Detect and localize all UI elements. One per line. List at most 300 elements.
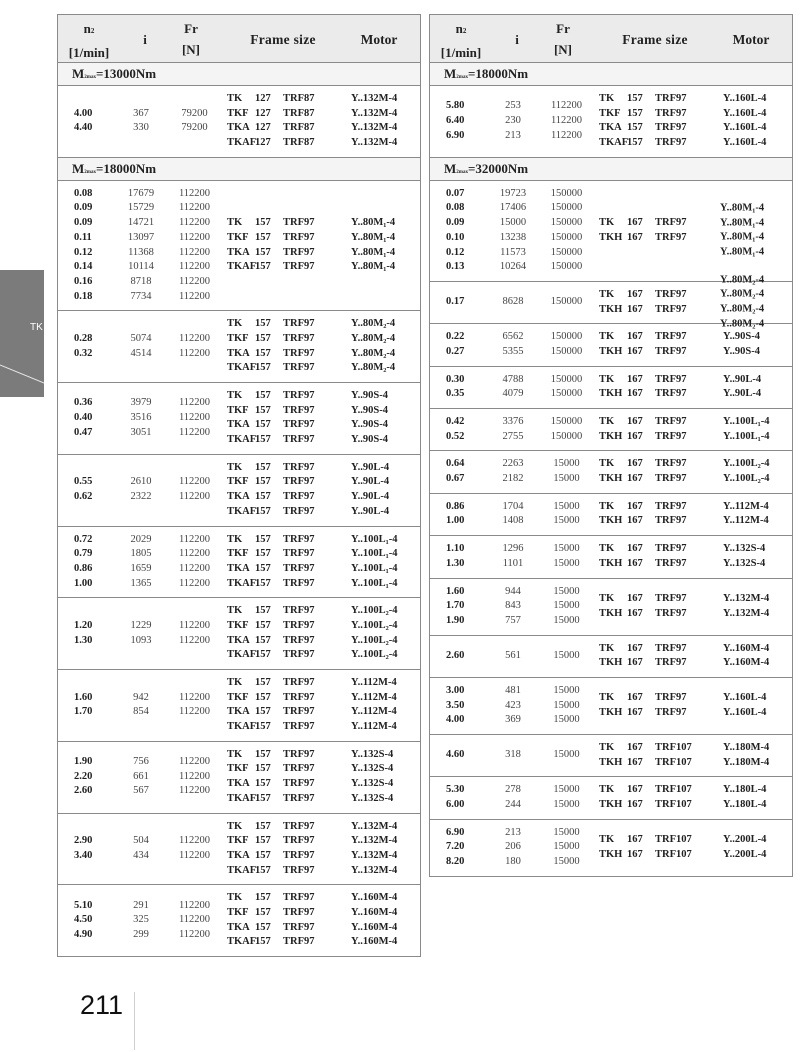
frame-row (223, 136, 433, 151)
output-speed: 0.09 (74, 202, 93, 214)
table-row (430, 614, 595, 629)
pre-stage-gear: TRF97 (283, 390, 315, 401)
radial-force: 112200 (178, 261, 211, 273)
output-speed: 3.50 (446, 699, 465, 711)
radial-force: 15000 (553, 826, 580, 838)
motor-type: Y..160M-4 (723, 642, 770, 654)
header-ratio: i (515, 32, 519, 47)
gear-ratio: 854 (133, 706, 149, 718)
radial-force: 112200 (178, 770, 211, 782)
radial-force: 112200 (178, 187, 211, 199)
frame-type: TKAF (227, 792, 257, 804)
radial-force: 150000 (550, 331, 583, 343)
output-speed: 5.80 (446, 100, 465, 112)
frame-type: TK (227, 390, 243, 401)
table-row (430, 373, 595, 388)
pre-stage-gear: TRF97 (283, 246, 315, 258)
gear-ratio: 1704 (502, 500, 524, 512)
frame-type: TK (227, 93, 243, 104)
motor-row (710, 273, 792, 288)
frame-size: 167 (627, 458, 643, 470)
frame-type: TKH (599, 706, 623, 718)
table-row (58, 533, 223, 548)
radial-force: 15000 (553, 714, 580, 726)
radial-force: 112200 (178, 619, 211, 631)
header-frame-size: Frame size (622, 32, 688, 47)
frame-size: 167 (627, 592, 643, 604)
frame-size: 167 (627, 607, 643, 619)
motor-type: Y..90L-4 (351, 491, 390, 503)
pre-stage-gear: TRF97 (283, 548, 315, 560)
pre-stage-gear: TRF97 (655, 706, 687, 718)
frame-row (223, 792, 433, 807)
frame-motor-list (595, 373, 800, 402)
pre-stage-gear: TRF97 (283, 533, 315, 545)
motor-type: Y..80M₁-4 (720, 202, 765, 214)
frame-type: TKF (227, 332, 249, 344)
rating-group (430, 274, 792, 330)
frame-type: TK (227, 533, 243, 545)
gear-ratio: 19723 (499, 187, 527, 199)
table-row (58, 347, 223, 362)
max-torque-subscript: 2max (84, 75, 96, 80)
motor-type: Y..112M-4 (723, 515, 769, 527)
frame-size: 157 (627, 107, 643, 119)
rating-group (430, 536, 792, 578)
frame-motor-list (595, 833, 800, 862)
frame-type: TK (599, 416, 615, 427)
radial-force: 112200 (550, 100, 583, 112)
speed-ratio-force-list (58, 619, 223, 648)
motor-type: Y..100L₂-4 (351, 619, 398, 631)
frame-type: TKA (227, 246, 250, 258)
pre-stage-gear: TRF97 (283, 231, 315, 243)
frame-type: TK (599, 834, 615, 846)
table-row (58, 755, 223, 770)
table-row (430, 201, 595, 216)
frame-size: 167 (627, 500, 643, 512)
gear-ratio: 206 (505, 841, 521, 853)
table-row (58, 332, 223, 347)
gear-ratio: 8628 (502, 296, 524, 308)
gear-ratio: 1229 (130, 619, 152, 631)
radial-force: 15000 (553, 473, 580, 485)
max-torque-value: =18000Nm (95, 160, 157, 176)
frame-row (223, 361, 433, 376)
table-row (58, 705, 223, 720)
frame-type: TKA (227, 122, 250, 134)
output-speed: 0.12 (446, 246, 465, 258)
frame-type: TKAF (227, 261, 257, 273)
table-row (58, 426, 223, 441)
radial-force: 150000 (550, 231, 583, 243)
gear-ratio: 757 (505, 614, 521, 626)
radial-force: 112200 (178, 548, 211, 560)
table-row (430, 260, 595, 275)
radial-force: 112200 (178, 491, 211, 503)
frame-row (223, 260, 433, 275)
table-row (430, 415, 595, 430)
frame-size: 157 (255, 491, 271, 503)
radial-force: 112200 (178, 347, 211, 359)
table-row (58, 899, 223, 914)
frame-row (595, 848, 800, 863)
header-motor: Motor (732, 32, 770, 47)
pre-stage-gear: TRF97 (283, 936, 315, 948)
frame-row (223, 604, 433, 619)
table-row (58, 121, 223, 136)
gear-ratio: 1296 (502, 543, 524, 555)
gear-ratio: 5355 (502, 345, 524, 357)
radial-force: 112200 (178, 426, 211, 438)
pre-stage-gear: TRF97 (283, 491, 315, 503)
pre-stage-gear: TRF97 (655, 345, 687, 357)
frame-size: 157 (255, 634, 271, 646)
frame-size: 127 (255, 122, 271, 134)
pre-stage-gear: TRF87 (283, 107, 315, 119)
table-row (430, 557, 595, 572)
pre-stage-gear: TRF97 (655, 303, 687, 315)
rating-group (430, 579, 792, 636)
frame-row (595, 592, 800, 607)
motor-type: Y..180M-4 (723, 742, 770, 753)
speed-ratio-force-list (430, 330, 595, 359)
frame-size: 157 (255, 721, 271, 733)
output-speed: 0.86 (446, 500, 465, 512)
radial-force: 15000 (553, 600, 580, 612)
output-speed: 0.67 (446, 473, 465, 485)
radial-force: 15000 (553, 749, 580, 761)
radial-force: 150000 (550, 430, 583, 442)
gear-ratio: 2755 (502, 430, 524, 442)
gear-ratio: 3979 (130, 397, 152, 409)
table-row (430, 713, 595, 728)
table-row (430, 231, 595, 246)
motor-type: Y..160L-4 (723, 137, 767, 149)
frame-size: 157 (255, 706, 271, 718)
radial-force: 150000 (550, 202, 583, 214)
speed-ratio-force-list (430, 585, 595, 629)
output-speed: 5.10 (74, 899, 93, 911)
frame-type: TKAF (599, 137, 629, 149)
motor-type: Y..160L-4 (723, 706, 767, 718)
motor-type: Y..100L₁-4 (351, 533, 398, 545)
frame-type: TK (599, 500, 615, 512)
frame-size: 157 (255, 864, 271, 876)
output-speed: 0.52 (446, 430, 465, 442)
max-torque-value: =18000Nm (467, 66, 529, 81)
frame-size: 157 (255, 505, 271, 517)
frame-type: TKF (227, 476, 249, 488)
pre-stage-gear: TRF97 (283, 921, 315, 933)
gear-ratio: 561 (505, 649, 521, 661)
pre-stage-gear: TRF97 (283, 864, 315, 876)
pre-stage-gear: TRF97 (283, 649, 315, 661)
pre-stage-gear: TRF97 (655, 458, 687, 470)
frame-type: TKA (227, 419, 250, 431)
frame-size: 157 (255, 246, 271, 258)
frame-row (223, 676, 433, 691)
output-speed: 1.60 (74, 691, 93, 703)
frame-type: TKH (599, 848, 623, 860)
pre-stage-gear: TRF97 (283, 404, 315, 416)
output-speed: 0.64 (446, 458, 465, 470)
frame-size: 157 (255, 820, 271, 832)
frame-row (223, 533, 433, 548)
output-speed: 2.90 (74, 835, 93, 847)
pre-stage-gear: TRF97 (283, 792, 315, 804)
gear-ratio: 1659 (130, 562, 152, 574)
table-row (430, 684, 595, 699)
gear-ratio: 567 (133, 785, 149, 797)
frame-motor-list (223, 317, 433, 376)
frame-type: TKH (599, 515, 623, 527)
rating-table-left (57, 14, 421, 957)
rating-group (58, 814, 420, 886)
header-radial-force: Fr [N] (553, 21, 573, 57)
frame-type: TKA (227, 706, 250, 718)
frame-row (595, 706, 800, 721)
output-speed: 0.32 (74, 347, 93, 359)
frame-row (223, 547, 433, 562)
pre-stage-gear: TRF97 (283, 577, 315, 589)
frame-row (223, 648, 433, 663)
gear-ratio: 1365 (130, 577, 152, 589)
gear-ratio: 2610 (130, 476, 152, 488)
motor-type: Y..160L-4 (723, 93, 767, 104)
radial-force: 112200 (178, 785, 211, 797)
radial-force: 112200 (178, 246, 211, 258)
output-speed: 3.00 (446, 684, 465, 696)
frame-type: TKF (227, 548, 249, 560)
gear-ratio: 325 (133, 914, 149, 926)
gear-ratio: 1408 (502, 515, 524, 527)
output-speed: 5.30 (446, 784, 465, 796)
radial-force: 15000 (553, 500, 580, 512)
frame-row (595, 387, 800, 402)
speed-ratio-force-list (58, 475, 223, 504)
pre-stage-gear: TRF97 (283, 318, 315, 330)
frame-size: 157 (255, 835, 271, 847)
frame-row (595, 472, 800, 487)
speed-ratio-force-list (58, 396, 223, 440)
motor-type: Y..100L₂-4 (351, 649, 398, 661)
frame-row (223, 121, 433, 136)
motor-type: Y..132M-4 (351, 122, 398, 134)
output-speed: 4.00 (446, 714, 465, 726)
gear-ratio: 6562 (502, 331, 524, 343)
page-number: 211 (80, 990, 124, 1020)
table-row (430, 840, 595, 855)
motor-type: Y..100L₁-4 (723, 430, 770, 442)
header-ratio: i (143, 32, 147, 47)
output-speed: 0.40 (74, 412, 93, 424)
rating-group (58, 742, 420, 814)
motor-type: Y..100L₂-4 (351, 634, 398, 646)
frame-size: 157 (255, 748, 271, 760)
motor-type: Y..90S-4 (723, 331, 760, 343)
radial-force: 150000 (550, 246, 583, 258)
table-row (58, 275, 223, 290)
frame-row (595, 783, 800, 798)
table-row (430, 472, 595, 487)
speed-ratio-force-list (58, 187, 223, 305)
frame-row (223, 231, 433, 246)
output-speed: 6.90 (446, 129, 465, 141)
radial-force: 112200 (178, 562, 211, 574)
radial-force: 112200 (178, 231, 211, 243)
output-speed: 1.30 (446, 557, 465, 569)
radial-force: 15000 (553, 856, 580, 868)
motor-type: Y..132M-4 (351, 137, 398, 149)
speed-ratio-force-list (58, 755, 223, 799)
frame-type: TKF (227, 404, 249, 416)
frame-row (595, 607, 800, 622)
frame-size: 157 (255, 332, 271, 344)
frame-type: TK (227, 217, 243, 229)
output-speed: 8.20 (446, 856, 465, 868)
table-row (430, 330, 595, 345)
gear-ratio: 481 (505, 684, 521, 696)
frame-type: TKH (599, 473, 623, 485)
radial-force: 150000 (550, 296, 583, 308)
table-header (58, 15, 420, 63)
max-torque-symbol: M (72, 66, 85, 81)
radial-force: 15000 (553, 557, 580, 569)
motor-type: Y..80M₁-4 (351, 217, 396, 229)
table-row (430, 345, 595, 360)
pre-stage-gear: TRF97 (655, 388, 687, 400)
motor-type: Y..80M₂-4 (720, 318, 765, 330)
pre-stage-gear: TRF97 (655, 416, 687, 427)
frame-size: 157 (255, 778, 271, 790)
frame-row (595, 415, 800, 430)
gear-ratio: 244 (505, 799, 521, 811)
gear-ratio: 944 (505, 585, 521, 597)
motor-type: Y..160M-4 (351, 921, 398, 933)
frame-size: 167 (627, 834, 643, 846)
frame-type: TKA (227, 562, 250, 574)
motor-type: Y..132M-4 (351, 849, 398, 861)
radial-force: 112200 (178, 691, 211, 703)
radial-force: 15000 (553, 585, 580, 597)
output-speed: 0.72 (74, 533, 93, 545)
frame-type: TK (599, 543, 615, 555)
frame-type: TKH (599, 607, 623, 619)
frame-type: TK (599, 642, 615, 654)
gear-ratio: 291 (133, 899, 149, 911)
max-torque-heading (58, 158, 420, 181)
gear-ratio: 10264 (499, 261, 527, 273)
frame-row (223, 216, 433, 231)
table-row (58, 913, 223, 928)
motor-type: Y..112M-4 (351, 677, 397, 688)
motor-row (710, 216, 792, 231)
output-speed: 6.40 (446, 115, 465, 127)
radial-force: 112200 (178, 332, 211, 344)
pre-stage-gear: TRF97 (655, 122, 687, 134)
output-speed: 6.90 (446, 826, 465, 838)
frame-size: 167 (627, 543, 643, 555)
output-speed: 3.40 (74, 849, 93, 861)
header-frame-size: Frame size (250, 32, 316, 47)
radial-force: 15000 (553, 784, 580, 796)
pre-stage-gear: TRF97 (655, 543, 687, 555)
section-tab[interactable] (0, 270, 44, 397)
max-torque-subscript: 2max (456, 75, 468, 80)
motor-row (710, 303, 792, 318)
table-row (58, 490, 223, 505)
gear-ratio: 1093 (130, 634, 152, 646)
frame-motor-list (595, 330, 800, 359)
gear-ratio: 253 (505, 100, 521, 112)
motor-type: Y..80M₁-4 (720, 231, 765, 243)
motor-type: Y..80M₂-4 (351, 362, 396, 374)
frame-type: TK (227, 461, 243, 473)
gear-ratio: 3376 (502, 416, 524, 427)
frame-motor-list (223, 389, 433, 448)
frame-row (223, 935, 433, 950)
pre-stage-gear: TRF97 (283, 461, 315, 473)
table-row (430, 699, 595, 714)
frame-row (595, 500, 800, 515)
pre-stage-gear: TRF97 (655, 607, 687, 619)
frame-type: TKH (599, 799, 623, 811)
output-speed: 4.40 (74, 122, 93, 134)
frame-size: 167 (627, 848, 643, 860)
motor-row (710, 288, 792, 303)
frame-size: 157 (255, 691, 271, 703)
frame-row (595, 798, 800, 813)
frame-type: TKF (227, 763, 249, 775)
radial-force: 15000 (553, 699, 580, 711)
frame-size: 167 (627, 217, 643, 229)
motor-type: Y..80M₂-4 (351, 318, 396, 330)
motor-type: Y..132M-4 (351, 864, 398, 876)
frame-row (595, 656, 800, 671)
frame-type: TKA (227, 347, 250, 359)
table-row (58, 834, 223, 849)
table-row (58, 634, 223, 649)
gear-ratio: 180 (505, 856, 521, 868)
frame-row (223, 461, 433, 476)
motor-type: Y..80M₂-4 (720, 274, 765, 286)
speed-ratio-force-list (430, 500, 595, 529)
pre-stage-gear: TRF97 (655, 500, 687, 512)
motor-type: Y..90L-4 (723, 373, 762, 385)
motor-type: Y..100L₁-4 (351, 548, 398, 560)
speed-ratio-force-list (58, 691, 223, 720)
frame-type: TKF (227, 619, 249, 631)
frame-type: TKAF (227, 577, 257, 589)
motor-type: Y..160M-4 (723, 657, 770, 669)
pre-stage-gear: TRF97 (283, 778, 315, 790)
output-speed: 0.13 (446, 261, 465, 273)
motor-type: Y..200L-4 (723, 834, 767, 846)
frame-size: 157 (255, 605, 271, 617)
table-row (58, 619, 223, 634)
motor-type: Y..90L-4 (723, 388, 762, 400)
motor-type: Y..132S-4 (351, 748, 394, 760)
pre-stage-gear: TRF97 (655, 288, 687, 300)
frame-type: TK (599, 742, 615, 753)
motor-type: Y..100L₂-4 (723, 473, 770, 485)
frame-size: 167 (627, 756, 643, 768)
gear-ratio: 4788 (502, 373, 524, 385)
gear-ratio: 299 (133, 928, 149, 940)
gear-ratio: 10114 (128, 261, 154, 273)
frame-row (595, 691, 800, 706)
